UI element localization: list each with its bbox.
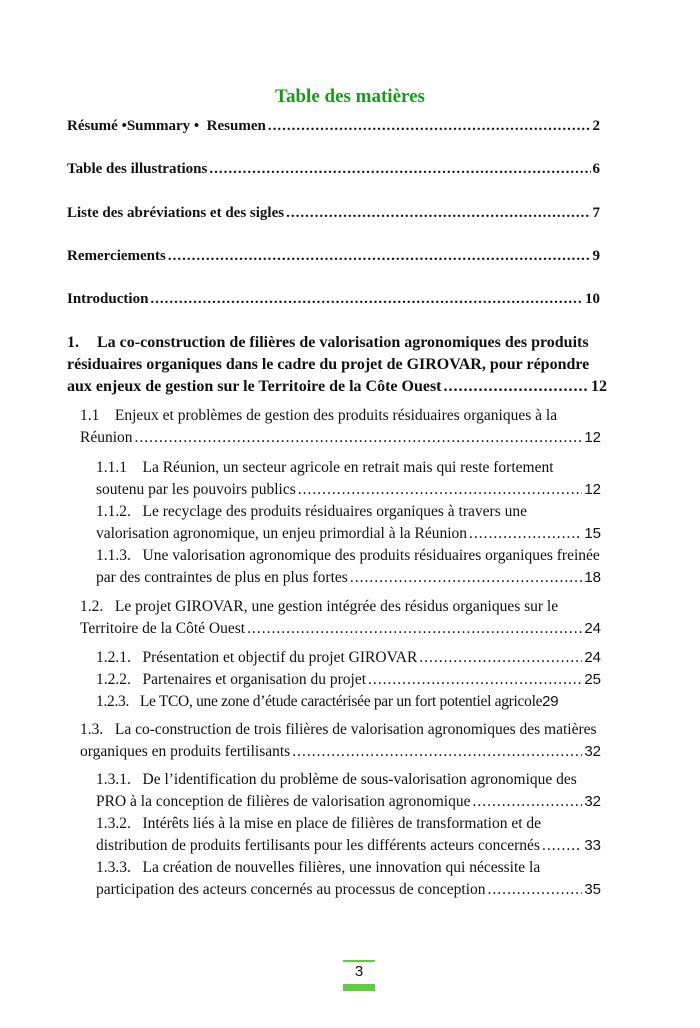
leader-dots [469,523,582,545]
toc-entry-illustrations[interactable] [67,161,600,178]
toc-entry-introduction[interactable] [67,291,600,308]
leader-dots [150,291,583,308]
toc-entry-label: La Réunion, un secteur agricole en retrait mais qui reste fortement [142,459,554,476]
toc-entry-label: distribution de produits fertilisants pour les différents acteurs concernés [96,837,540,854]
toc-entry-number: 1.3.1. [96,771,131,788]
leader-dots [472,791,582,813]
toc-entry-label: aux enjeux de gestion sur le Territoire de la Côte Ouest [67,378,442,395]
toc-entry-label: Le TCO, une zone d’étude caractérisée par un fort potentiel agricole [139,693,543,710]
toc-entry-label: PRO à la conception de filières de valorisation agronomique [96,793,471,810]
toc-entry-label: Territoire de la Côté Ouest [80,620,246,637]
toc-entry-label: Introduction [67,291,149,307]
toc-page-number: 12 [584,429,601,446]
leader-dots [542,835,582,857]
toc-page-number: 15 [584,525,601,542]
leader-dots [268,118,591,135]
toc-entry-label: Le recyclage des produits résiduaires organiques à travers une [142,503,527,520]
toc-page-number: 24 [584,620,601,637]
toc-entry-number: 1.2.3. [96,693,130,710]
toc-section-1-1[interactable] [80,405,601,449]
toc-page-number: 2 [592,118,600,134]
leader-dots [488,879,583,901]
toc-entry-label: Liste des abréviations et des sigles [67,205,285,221]
toc-entry-label: par des contraintes de plus en plus fortes [96,569,348,586]
toc-entry-number: 1.1.2. [96,503,131,520]
leader-dots [135,427,583,449]
toc-section-1-3-1[interactable] [96,769,601,813]
toc-entry-number: 1.1 [80,407,100,424]
toc-page-number: 12 [591,378,607,395]
toc-entry-number: 1.1.3. [96,547,131,564]
toc-entry-number: 1.2. [80,598,104,615]
toc-section-1-1-1[interactable] [96,457,601,501]
toc-page-number: 24 [584,649,601,666]
toc-entry-label: Réunion [80,429,133,446]
toc-entry-label: Table des illustrations [67,161,208,177]
toc-entry-label: Intérêts liés à la mise en place de filières de transformation et de [142,815,542,832]
toc-chapter-1[interactable] [67,332,607,398]
toc-entry-resume[interactable] [67,118,600,135]
toc-section-1-2-3[interactable] [96,691,601,713]
toc-page-number: 29 [542,693,559,710]
toc-entry-number: 1. [67,334,79,351]
toc-entry-label: Remerciements [67,248,166,264]
toc-section-1-1-2[interactable] [96,501,601,545]
toc-entry-label: résiduaires organiques dans le cadre du projet de GIROVAR, pour répondre [67,356,590,373]
toc-entry-label: Résumé •Summary • Resumen [67,118,266,134]
toc-entry-label: Enjeux et problèmes de gestion des produits résiduaires organiques à la [114,407,558,424]
toc-section-1-3-3[interactable] [96,857,601,901]
toc-entry-abbreviations[interactable] [67,205,600,222]
toc-entry-number: 1.2.2. [96,671,131,688]
toc-page-number: 35 [584,881,601,898]
footer-accent-bar [343,984,375,991]
toc-entry-label: participation des acteurs concernés au processus de conception [96,881,486,898]
leader-dots [350,567,583,589]
toc-section-1-3[interactable] [80,719,620,763]
toc-page-number: 6 [592,161,600,177]
toc-entry-number: 1.1.1 [96,459,127,476]
toc-section-1-3-2[interactable] [96,813,601,857]
leader-dots [444,376,590,398]
toc-page-number: 10 [585,291,600,307]
toc-entry-label: Le projet GIROVAR, une gestion intégrée des résidus organiques sur le [114,598,559,615]
toc-entry-number: 1.2.1. [96,649,131,666]
toc-page-number: 9 [592,248,600,264]
leader-dots [368,669,582,691]
leader-dots [419,647,582,669]
toc-entry-label: valorisation agronomique, un enjeu primordial à la Réunion [96,525,468,542]
leader-dots [298,479,583,501]
toc-section-1-1-3[interactable] [96,545,601,589]
toc-page-number: 7 [592,205,600,221]
toc-page-number: 32 [584,743,601,760]
toc-entry-label: La co-construction de filières de valorisation agronomiques des produits [97,334,589,351]
toc-entry-number: 1.3.3. [96,859,131,876]
toc-entry-remerciements[interactable] [67,248,600,265]
leader-dots [286,205,590,222]
toc-entry-label: Partenaires et organisation du projet [142,671,367,688]
footer-rule [343,960,375,962]
toc-page-number: 12 [584,481,601,498]
toc-entry-label: Une valorisation agronomique des produits résiduaires organiques freinée [142,547,600,564]
leader-dots [209,161,590,178]
toc-page-number: 32 [584,793,601,810]
toc-entry-number: 1.3. [80,721,104,738]
toc-page-number: 18 [584,569,601,586]
toc-page-number: 33 [584,837,601,854]
toc-entry-label: organiques en produits fertilisants [80,743,291,760]
leader-dots [168,248,591,265]
leader-dots [292,741,582,763]
toc-entry-label: Présentation et objectif du projet GIROVAR [142,649,418,666]
toc-page-number: 25 [584,671,601,688]
leader-dots [247,618,582,640]
toc-entry-number: 1.3.2. [96,815,131,832]
toc-title: Table des matières [275,86,425,107]
toc-section-1-2[interactable] [80,596,601,640]
toc-entry-label: La création de nouvelles filières, une innovation qui nécessite la [142,859,541,876]
toc-entry-label: La co-construction de trois filières de valorisation agronomiques des matières [114,721,597,738]
page-number: 3 [354,963,364,980]
toc-section-1-2-2[interactable] [96,669,601,691]
toc-entry-label: soutenu par les pouvoirs publics [96,481,296,498]
toc-section-1-2-1[interactable] [96,647,601,669]
toc-entry-label: De l’identification du problème de sous-valorisation agronomique des [142,771,577,788]
